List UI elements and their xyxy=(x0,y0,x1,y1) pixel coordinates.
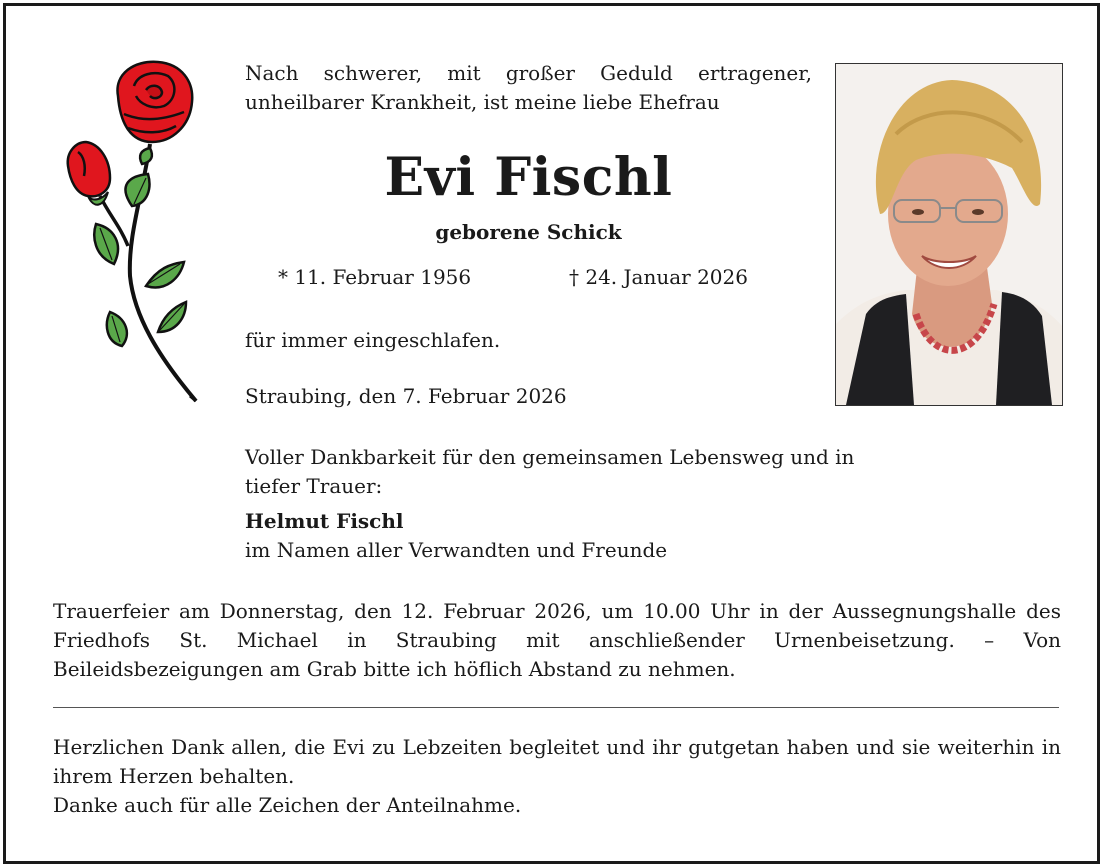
mourner-name: Helmut Fischl xyxy=(245,509,404,533)
divider xyxy=(53,707,1059,708)
mourner-note: im Namen aller Verwandten und Freunde xyxy=(245,538,668,562)
passing-text: für immer eingeschlafen. xyxy=(245,328,501,352)
gratitude-intro: Voller Dankbarkeit für den gemeinsamen Lebensweg und in tiefer Trauer: xyxy=(245,445,855,498)
funeral-details: Trauerfeier am Donnerstag, den 12. Februar 2026, um 10.00 Uhr in der Aussegnungshalle des Friedhofs St. Michael in Straubing mit anschließender Urnenbeisetzung. – Von Beileidsbezeigungen am Grab bitte ich höflich Abstand zu nehmen. xyxy=(53,599,1061,681)
death-date: † 24. Januar 2026 xyxy=(569,265,748,289)
place-date: Straubing, den 7. Februar 2026 xyxy=(245,384,567,408)
portrait-image xyxy=(836,64,1062,405)
portrait-photo xyxy=(835,63,1063,406)
thanks-text-2: Danke auch für alle Zeichen der Anteilnahme. xyxy=(53,793,522,817)
obituary-frame xyxy=(3,3,1100,864)
intro-text: Nach schwerer, mit großer Geduld ertragener, unheilbarer Krankheit, ist meine liebe Ehefrau xyxy=(245,61,812,114)
birth-date: * 11. Februar 1956 xyxy=(278,265,472,289)
rose-icon xyxy=(58,56,208,416)
thanks-text: Herzlichen Dank allen, die Evi zu Lebzeiten begleitet und ihr gutgetan haben und sie weiterhin in ihrem Herzen behalten. xyxy=(53,735,1061,788)
maiden-name: geborene Schick xyxy=(435,220,622,244)
deceased-name: Evi Fischl xyxy=(384,147,673,208)
